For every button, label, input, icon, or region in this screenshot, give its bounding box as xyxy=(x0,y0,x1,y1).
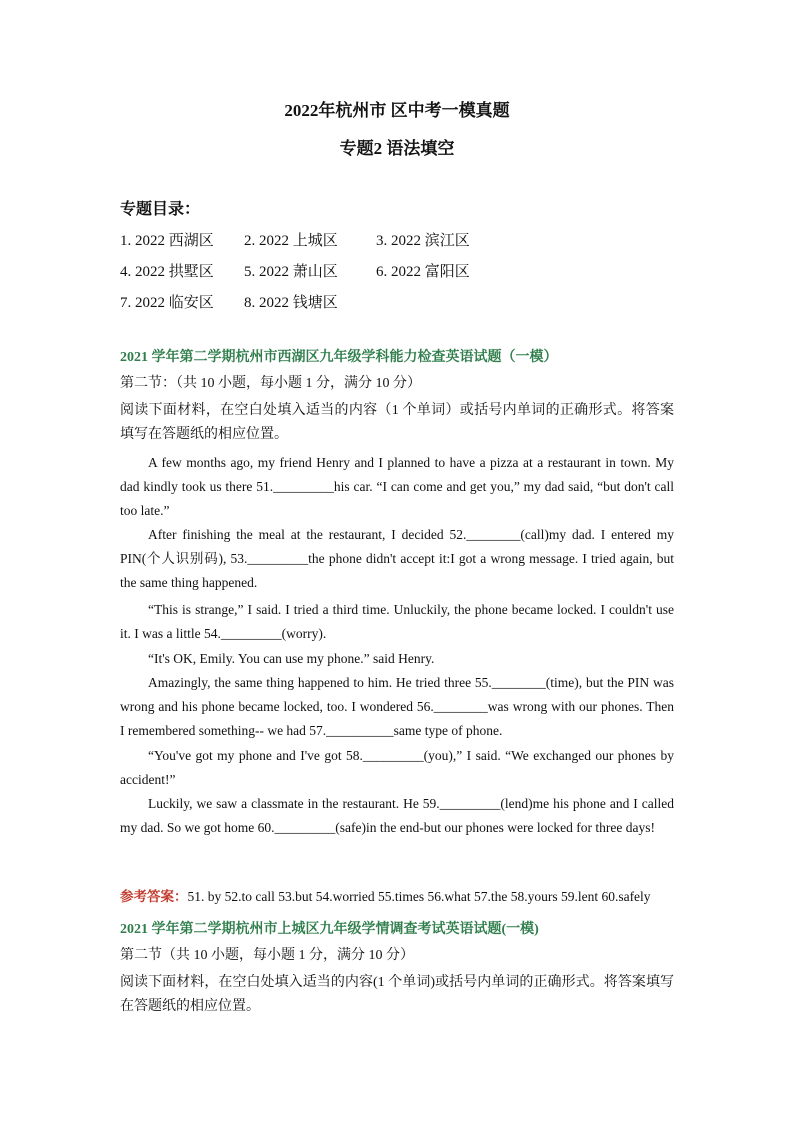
section-part: 第二节（共 10 小题，每小题 1 分，满分 10 分） xyxy=(120,948,414,963)
answer-key xyxy=(120,885,651,905)
passage-paragraph: “You've got my phone and I've got 58._________(you),” I said. “We exchanged our phones by accident!” xyxy=(120,748,674,788)
toc-item: 8. 2022 钱塘区 xyxy=(244,295,338,311)
document-subtitle: 专题2 语法填空 xyxy=(339,139,455,158)
toc-item: 5. 2022 萧山区 xyxy=(244,264,338,280)
section-instruction: 阅读下面材料，在空白处填入适当的内容（1 个单词）或括号内单词的正确形式。将答案填写在答题纸的相应位置。 xyxy=(120,403,674,443)
section-title: 2021 学年第二学期杭州市西湖区九年级学科能力检查英语试题（一模） xyxy=(120,350,558,365)
passage-paragraph: “This is strange,” I said. I tried a third time. Unluckily, the phone became locked. I couldn't use it. I was a little 54._________(worry). xyxy=(120,602,674,642)
section-part: 第二节：（共 10 小题，每小题 1 分，满分 10 分） xyxy=(120,376,421,391)
passage-paragraph: “It's OK, Emily. You can use my phone.” said Henry. xyxy=(148,651,435,666)
section-instruction: 阅读下面材料，在空白处填入适当的内容(1 个单词)或括号内单词的正确形式。将答案填写在答题纸的相应位置。 xyxy=(120,975,674,1015)
passage-paragraph: A few months ago, my friend Henry and I planned to have a pizza at a restaurant in town. My dad kindly took us there 51._________his car. “I can come and get you,” my dad said, “but don't call too late.” xyxy=(120,455,674,519)
passage-paragraph: Luckily, we saw a classmate in the restaurant. He 59._________(lend)me his phone and I called my dad. So we got home 60._________(safe)in the end-but our phones were locked for three days! xyxy=(120,796,674,836)
toc-item: 6. 2022 富阳区 xyxy=(376,264,470,280)
toc-item: 2. 2022 上城区 xyxy=(244,233,338,249)
toc-heading: 专题目录： xyxy=(120,201,201,218)
passage-paragraph: After finishing the meal at the restaurant, I decided 52.________(call)my dad. I entered my PIN(个人识别码), 53._________the phone didn't accept it:I got a wrong message. I tried again, but the same thing happened. xyxy=(120,527,674,591)
toc-item: 7. 2022 临安区 xyxy=(120,295,214,311)
toc-item: 1. 2022 西湖区 xyxy=(120,233,214,249)
toc-item: 3. 2022 滨江区 xyxy=(376,233,470,249)
toc-item: 4. 2022 拱墅区 xyxy=(120,264,214,280)
section-title: 2021 学年第二学期杭州市上城区九年级学情调查考试英语试题(一模) xyxy=(120,922,539,937)
answer-text: 51. by 52.to call 53.but 54.worried 55.times 56.what 57.the 58.yours 59.lent 60.safely xyxy=(187,889,651,904)
answer-label: 参考答案： xyxy=(120,889,188,904)
document-title: 2022年杭州市 区中考一模真题 xyxy=(284,101,510,120)
passage-paragraph: Amazingly, the same thing happened to him. He tried three 55.________(time), but the PIN was wrong and his phone became locked, too. I wondered 56.________was wrong with our phones. Then I remembered something-- we had 57.__________same type of phone. xyxy=(120,675,674,739)
